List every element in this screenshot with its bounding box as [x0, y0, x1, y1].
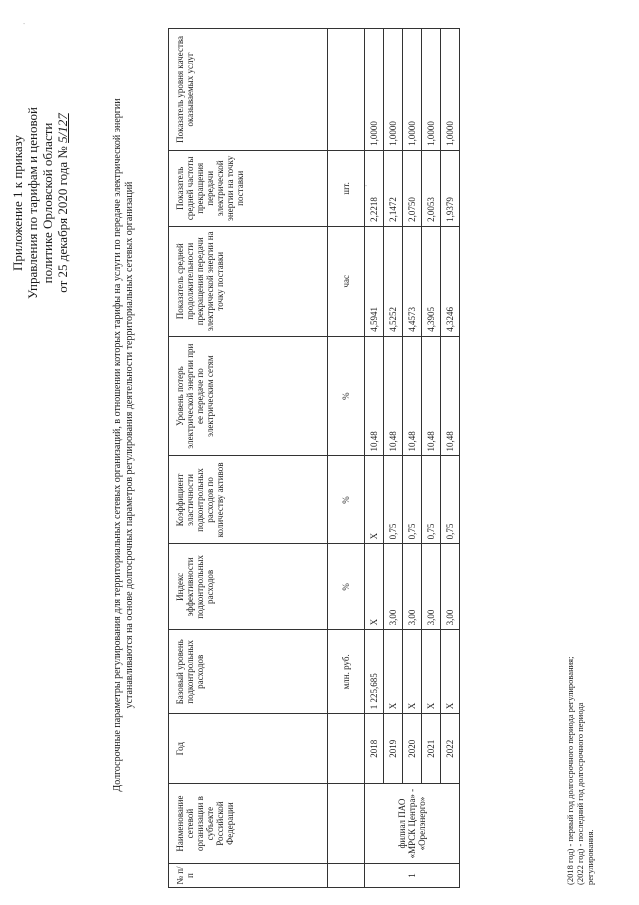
table-row: [384, 29, 403, 888]
footnote-1: (2018 год) - первый год долгосрочного периода регулирования;: [565, 656, 575, 885]
cell-coef: 0,75: [422, 456, 441, 544]
units-row: [328, 29, 365, 888]
table-row: [365, 29, 384, 888]
appendix-line-2: Управления по тарифам и ценовой: [25, 107, 40, 299]
title-line-2: устанавливаются на основе долгосрочных параметров регулирования деятельности территориальных сетевых организаций: [124, 181, 135, 709]
cell-base: X: [384, 630, 403, 714]
cell-quality: 1,0000: [365, 29, 384, 151]
header-quality: Показатель уровня качества оказываемых услуг: [169, 29, 328, 151]
cell-loss: 10,48: [384, 336, 403, 456]
table-row: [422, 29, 441, 888]
cell-freq: 2,0750: [403, 150, 422, 226]
cell-year: 2018: [365, 714, 384, 784]
cell-quality: 1,0000: [403, 29, 422, 151]
header-org: Наименование сетевой организации в субъекте Российской Федерации: [169, 784, 328, 864]
footnote-2: (2022 год) - последний год долгосрочного периода: [575, 702, 585, 885]
cell-coef: X: [365, 456, 384, 544]
unit-dur: час: [328, 226, 365, 336]
unit-freq: шт.: [328, 150, 365, 226]
unit-coef: %: [328, 456, 365, 544]
cell-freq: 2,2218: [365, 150, 384, 226]
cell-base: X: [403, 630, 422, 714]
header-num: № п/п: [169, 864, 328, 888]
scan-speck: ·: [362, 184, 371, 187]
header-coef: Коэффициент эластичности подконтрольных расходов по количеству активов: [169, 456, 328, 544]
appendix-line-3: политике Орловской области: [40, 122, 55, 284]
cell-dur: 4,5252: [384, 226, 403, 336]
cell-year: 2022: [441, 714, 460, 784]
cell-eff: 3,00: [422, 544, 441, 630]
appendix-line-1: Приложение 1 к приказу: [10, 135, 25, 272]
cell-eff: 3,00: [384, 544, 403, 630]
appendix-line-4: [55, 78, 70, 328]
cell-freq: 2,1472: [384, 150, 403, 226]
document-title: [112, 5, 136, 885]
table-row: [441, 29, 460, 888]
appendix-header: [10, 78, 70, 328]
footnotes: [565, 365, 595, 885]
cell-base: 1 225,685: [365, 630, 384, 714]
cell-loss: 10,48: [365, 336, 384, 456]
header-freq: Показатель средней частоты прекращения передачи электрической энергии на точку поставки: [169, 150, 328, 226]
cell-quality: 1,0000: [422, 29, 441, 151]
scan-speck: ˙: [22, 22, 31, 25]
units-empty: [328, 714, 365, 784]
cell-dur: 4,5941: [365, 226, 384, 336]
parameters-table: [168, 28, 460, 888]
header-base: Базовый уровень подконтрольных расходов: [169, 630, 328, 714]
cell-coef: 0,75: [403, 456, 422, 544]
row-number: 1: [365, 864, 460, 888]
cell-base: X: [441, 630, 460, 714]
org-name: филиал ПАО «МРСК Центра» - «Орелэнерго»: [365, 784, 460, 864]
header-row: [169, 29, 328, 888]
appendix-date: от 25 декабря 2020 года №: [55, 146, 70, 293]
cell-eff: 3,00: [441, 544, 460, 630]
header-year: Год: [169, 714, 328, 784]
header-dur: Показатель средней продолжительности прекращения передачи электрической энергии на точку поставки: [169, 226, 328, 336]
units-empty: [328, 864, 365, 888]
cell-eff: X: [365, 544, 384, 630]
footnote-3: регулирования.: [585, 829, 595, 885]
cell-year: 2021: [422, 714, 441, 784]
cell-dur: 4,3246: [441, 226, 460, 336]
unit-loss: %: [328, 336, 365, 456]
cell-quality: 1,0000: [441, 29, 460, 151]
unit-eff: %: [328, 544, 365, 630]
order-number: 5/127: [55, 113, 70, 143]
cell-coef: 0,75: [441, 456, 460, 544]
cell-loss: 10,48: [403, 336, 422, 456]
cell-loss: 10,48: [422, 336, 441, 456]
cell-dur: 4,3905: [422, 226, 441, 336]
cell-year: 2020: [403, 714, 422, 784]
cell-eff: 3,00: [403, 544, 422, 630]
header-loss: Уровень потерь электрической энергии при ее передаче по электрическим сетям: [169, 336, 328, 456]
cell-loss: 10,48: [441, 336, 460, 456]
cell-dur: 4,4573: [403, 226, 422, 336]
cell-base: X: [422, 630, 441, 714]
header-eff: Индекс эффективности подконтрольных расходов: [169, 544, 328, 630]
cell-coef: 0,75: [384, 456, 403, 544]
unit-base: млн. руб.: [328, 630, 365, 714]
units-empty: [328, 784, 365, 864]
title-line-1: Долгосрочные параметры регулирования для территориальных сетевых организаций, в отношении которых тарифы на услуги по передаче электрической энергии: [112, 98, 123, 792]
cell-quality: 1,0000: [384, 29, 403, 151]
cell-year: 2019: [384, 714, 403, 784]
table-row: [403, 29, 422, 888]
cell-freq: 1,9379: [441, 150, 460, 226]
cell-freq: 2,0053: [422, 150, 441, 226]
unit-quality-empty: [328, 29, 365, 151]
